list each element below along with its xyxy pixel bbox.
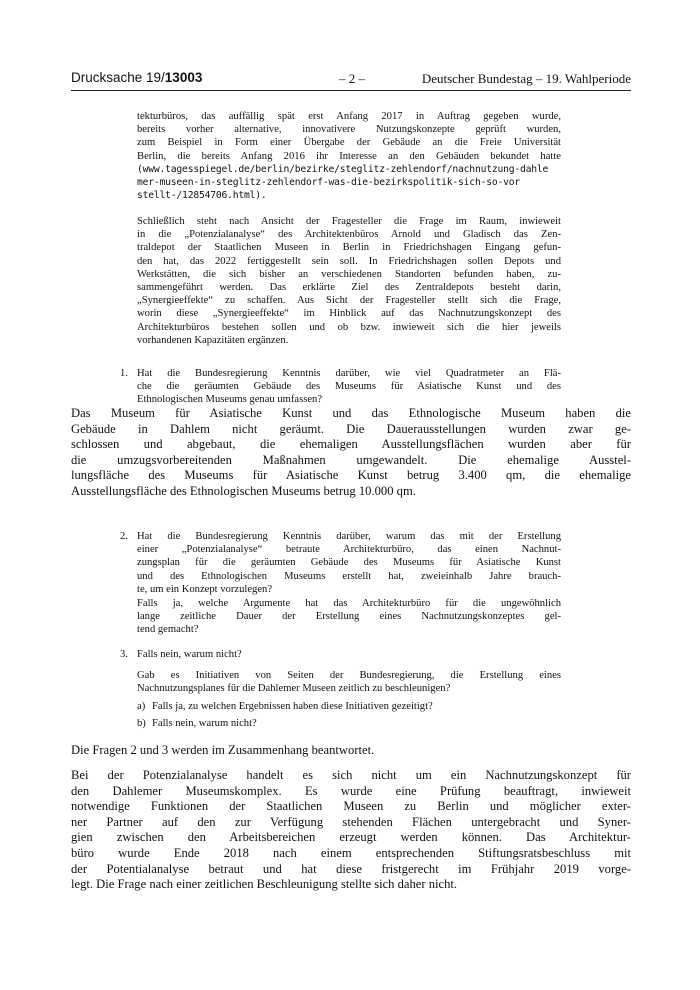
text-line: Nachnutzungsplanes für die Dahlemer Museen zeitlich zu beschleunigen?	[137, 683, 451, 695]
question-number: 2.	[120, 531, 128, 542]
subquestion-label: b)	[137, 718, 146, 729]
url-line: stellt-/12854706.html).	[137, 190, 267, 202]
text-line: vorhandenen Kapazitäten ergänzen.	[137, 334, 289, 346]
text-line: Architekturbüros bestehen sollen und ob bzw. inwieweit sich die hier jeweils	[137, 321, 561, 333]
answer-1	[71, 406, 631, 500]
subquestion-text: Falls ja, zu welchen Ergebnissen haben diese Initiativen gezeitigt?	[152, 701, 433, 712]
text-line: die umzugsvorbereitenden Maßnahmen umgewandelt. Die ehemalige Ausstel-	[71, 452, 631, 467]
text-line: Bei der Potenzialanalyse handelt es sich nicht um ein Nachnutzungskonzept für	[71, 768, 631, 782]
text-line: zungsplan für die geräumten Gebäude des Museums für Asiatische Kunst	[137, 557, 561, 569]
text-line: Gab es Initiativen von Seiten der Bundesregierung, die Erstellung eines	[137, 670, 561, 681]
text-line: legt. Die Frage nach einer zeitlichen Beschleunigung stellte sich daher nicht.	[71, 877, 458, 892]
text-line: schlossen und abgebaut, die ehemaligen Ausstellungsflächen wurden aber für	[71, 437, 631, 452]
text-line: in die „Potenzialanalyse“ des Architektenbüros Arnold und Gladisch das Zen-	[137, 229, 561, 241]
intro-paragraph-2	[137, 215, 561, 347]
text-line: Hat die Bundesregierung Kenntnis darüber, warum das mit der Erstellung	[137, 531, 561, 542]
text-line: Schließlich steht nach Ansicht der Fragesteller die Frage im Raum, inwieweit	[137, 216, 561, 227]
text-line: der Potentialanalyse betraut und hat diese fristgerecht im Frühjahr 2019 vorge-	[71, 861, 631, 876]
text-line: Berlin, die bereits Anfang 2016 ihr Interesse an den Gebäuden bekundet hatte	[137, 150, 561, 162]
url-line: (www.tagesspiegel.de/berlin/bezirke/steglitz-zehlendorf/nachnutzung-dahle	[137, 163, 549, 175]
text-line: Die Fragen 2 und 3 werden im Zusammenhang beantwortet.	[71, 743, 375, 757]
text-line: büro wurde Ende 2018 nach einem entsprechenden Stiftungsratsbeschluss mit	[71, 845, 631, 860]
parliament-label: Deutscher Bundestag – 19. Wahlperiode	[421, 71, 631, 86]
text-line: Falls nein, warum nicht?	[137, 649, 242, 660]
text-line: lange zeitliche Dauer der Erstellung eines Nachnutzungskonzeptes gel-	[137, 611, 561, 623]
text-line: tend gemacht?	[137, 624, 199, 636]
text-line: sammengeführt werden. Das erklärte Ziel des Zentraldepots besteht darin,	[137, 282, 561, 294]
question-text	[137, 530, 561, 596]
question-text	[137, 648, 561, 661]
text-line: te, um ein Konzept vorzulegen?	[137, 583, 273, 595]
text-line: traldepot der Staatlichen Museen in Berlin in Friedrichshagen Eingang gefun-	[137, 242, 561, 254]
intro-paragraph-1	[137, 110, 561, 202]
text-line: den hat, das 2022 fertiggestellt sein soll. In Friedrichshagen sollen Depots und	[137, 255, 561, 267]
text-line: und des Ethnologischen Museums erstellt hat, zweieinhalb Jahre brauch-	[137, 570, 561, 582]
text-line: den Dahlemer Museumskomplex. Es wurde eine Prüfung beauftragt, inwieweit	[71, 783, 631, 798]
text-line: tekturbüros, das auffällig spät erst Anfang 2017 in Auftrag gegeben wurde,	[137, 111, 561, 122]
doc-label: Drucksache 19/	[71, 70, 165, 85]
text-line: bereits vorher alternative, innovativere Nutzungskonzepte geprüft wurden,	[137, 124, 561, 136]
text-line: gien zwischen den Arbeitsbereichen erzeugt werden können. Das Architektur-	[71, 830, 631, 845]
text-line: Falls ja, welche Argumente hat das Architekturbüro für die ungewöhnlich	[137, 598, 561, 609]
text-line: zum Beispiel in Form einer Übergabe der Gebäude an die Freie Universität	[137, 137, 561, 149]
text-line: einer „Potenzialanalyse“ betraute Architekturbüro, das einen Nachnut-	[137, 544, 561, 556]
page-number: – 2 –	[339, 71, 365, 86]
text-line: Ausstellungsfläche des Ethnologischen Museums betrug 10.000 qm.	[71, 483, 416, 498]
text-line: ner Partner auf den zur Verfügung stehenden Flächen untergebracht und Syner-	[71, 814, 631, 829]
question-2-followup	[137, 597, 561, 637]
subquestion-text: Falls nein, warum nicht?	[152, 718, 257, 729]
text-line: „Synergieeffekte“ zu schaffen. Aus Sicht der Fragesteller stellt sich die Frage,	[137, 295, 561, 307]
page-header	[71, 70, 631, 90]
question-number: 3.	[120, 649, 128, 660]
text-line: Werkstätten, die sich bisher an verschiedenen Standorten befunden haben, zu-	[137, 268, 561, 280]
doc-number: 13003	[164, 70, 203, 85]
question-3-followup	[137, 669, 561, 695]
header-rule	[71, 90, 631, 91]
text-line: notwendige Funktionen der Staatlichen Museen zu Berlin und möglicher exter-	[71, 799, 631, 814]
text-line: Gebäude in Dahlem nicht geräumt. Die Dauerausstellungen wurden zwar ge-	[71, 421, 631, 436]
document-number	[71, 70, 202, 85]
question-text	[137, 367, 561, 407]
subquestion-label: a)	[137, 701, 146, 712]
url-line: mer-museen-in-steglitz-zehlendorf-was-die-bezirkspolitik-sich-so-vor	[137, 177, 521, 189]
answer-2-3-intro	[71, 743, 631, 759]
text-line: Ethnologischen Museums genau umfassen?	[137, 394, 323, 406]
text-line: Das Museum für Asiatische Kunst und das Ethnologische Museum haben die	[71, 406, 631, 420]
text-line: worin diese „Synergieeffekte“ im Hinblick auf das Nachnutzungskonzept des	[137, 308, 561, 320]
question-number: 1.	[120, 368, 128, 379]
answer-2-3	[71, 768, 631, 893]
text-line: che die geräumten Gebäude des Museums für Asiatische Kunst und des	[137, 381, 561, 393]
text-line: lungsfläche des Museums für Asiatische Kunst betrug 3.400 qm, die ehemalige	[71, 468, 631, 483]
text-line: Hat die Bundesregierung Kenntnis darüber, wie viel Quadratmeter an Flä-	[137, 368, 561, 379]
